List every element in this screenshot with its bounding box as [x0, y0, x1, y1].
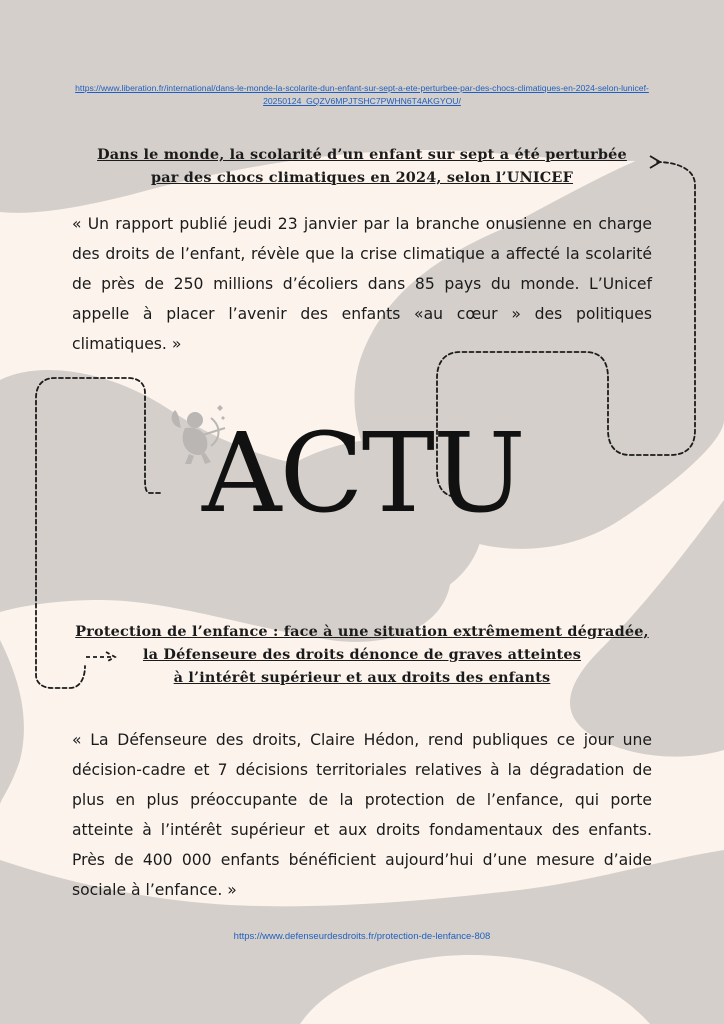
- article1-headline: [40, 143, 684, 189]
- article2-headline-line3: à l’intérêt supérieur et aux droits des enfants: [173, 669, 551, 686]
- source-link-bottom[interactable]: https://www.defenseurdesdroits.fr/protection-de-lenfance-808: [233, 931, 491, 942]
- page-title: ACTU: [202, 409, 524, 537]
- source-link-top[interactable]: https://www.liberation.fr/international/dans-le-monde-la-scolarite-dun-enfant-sur-sept-a-ete-perturbee-par-des-chocs-climatiques-en-2024-selon-lunicef-20250124_GQZV6MPJTSHC7PWHN6T4AKGYOU/: [75, 83, 649, 106]
- article1-headline-line2: par des chocs climatiques en 2024, selon l’UNICEF: [150, 169, 573, 186]
- article2-body: « La Défenseure des droits, Claire Hédon, rend publiques ce jour une décision-cadre et 7 décisions territoriales relatives à la dégradation de plus en plus préoccupante de la protection de l’enfance, qui porte atteinte à l’intérêt supérieur et aux droits fondamentaux des enfants. Près de 400 000 enfants bénéficient aujourd’hui d’une mesure d’aide sociale à l’enfance. »: [72, 731, 652, 899]
- article1-headline-line1: Dans le monde, la scolarité d’un enfant sur sept a été perturbée: [97, 146, 627, 163]
- article2-headline: [30, 620, 694, 689]
- article1-body: « Un rapport publié jeudi 23 janvier par la branche onusienne en charge des droits de l’enfant, révèle que la crise climatique a affecté la scolarité de près de 250 millions d’écoliers dans 85 pays du monde. L’Unicef appelle à placer l’avenir des enfants «au cœur » des politiques climatiques. »: [72, 215, 652, 353]
- article2-headline-line1: Protection de l’enfance : face à une situation extrêmement dégradée,: [75, 623, 649, 640]
- article2-headline-line2: la Défenseure des droits dénonce de graves atteintes: [142, 646, 581, 663]
